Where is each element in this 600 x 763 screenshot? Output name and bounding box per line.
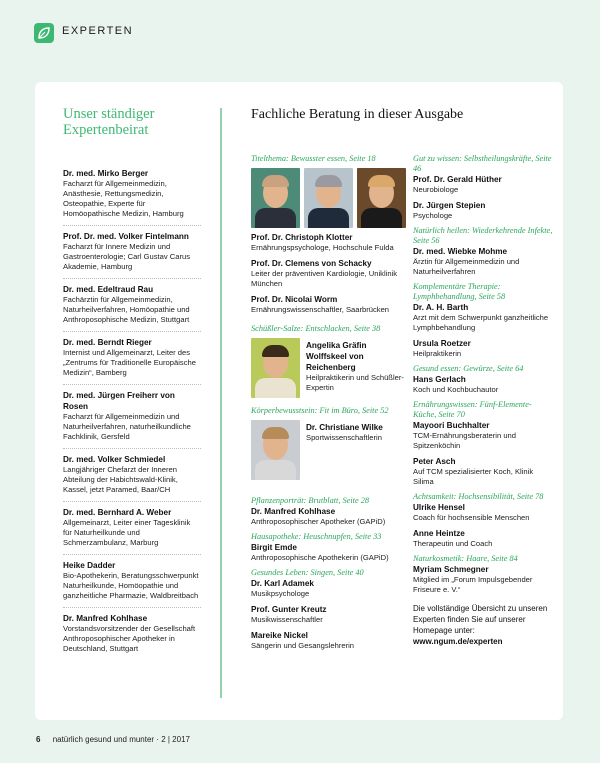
person-entry	[251, 232, 411, 253]
person-name: Angelika Gräfin Wolffskeel von Reichenberg	[306, 341, 367, 372]
topic-heading: Pflanzenporträt: Brutblatt, Seite 28	[251, 496, 369, 505]
person-entry	[413, 246, 553, 277]
person-desc: Leiter der präventiven Kardiologie, Uniklinik München	[251, 269, 398, 288]
person-desc: Sängerin und Gesangslehrerin	[251, 641, 355, 650]
person-entry	[413, 420, 553, 451]
main-title: Fachliche Beratung in dieser Ausgabe	[251, 107, 464, 122]
expert-desc: Allgemeinarzt, Leiter einer Tagesklinik für Naturheilkunde und Schmerzambulanz, Marburg	[63, 518, 191, 547]
person-name: Prof. Dr. Clemens von Schacky	[251, 259, 372, 268]
person-desc: Ernährungswissenschaftler, Saarbrücken	[251, 305, 390, 314]
homepage-note-text: Die vollständige Übersicht zu unseren Experten finden Sie auf unserer Homepage unter:	[413, 604, 548, 635]
header-bar	[0, 0, 600, 58]
topic-heading: Gut zu wissen: Selbstheilungskräfte, Seite 46	[413, 154, 552, 173]
person-entry	[251, 506, 411, 527]
right-column	[413, 154, 553, 647]
homepage-link[interactable]: www.ngum.de/experten	[413, 637, 503, 646]
person-name: Mayoori Buchhalter	[413, 421, 490, 430]
person-name: Prof. Dr. Christoph Klotter	[251, 233, 353, 242]
expert-desc: Facharzt für Allgemeinmedizin und Naturheilverfahren, naturheilkundliche Fachklinik, Gersfeld	[63, 412, 191, 441]
topic-heading: Achtsamkeit: Hochsensibilität, Seite 78	[413, 492, 544, 501]
leaf-logo-icon	[34, 23, 54, 43]
expert-name: Dr. med. Edeltraud Rau	[63, 285, 154, 294]
person-entry	[413, 338, 553, 359]
person-name: Dr. Karl Adamek	[251, 579, 314, 588]
person-name: Prof. Gunter Kreutz	[251, 605, 327, 614]
page-footer	[36, 735, 190, 744]
person-desc: Coach für hochsensible Menschen	[413, 513, 530, 522]
homepage-note	[413, 603, 553, 647]
person-entry	[251, 294, 411, 315]
person-with-photo	[251, 338, 411, 398]
photo-row	[251, 168, 411, 228]
topic-heading: Hausapotheke: Heuschnupfen, Seite 33	[251, 532, 382, 541]
person-name: Prof. Dr. Nicolai Worm	[251, 295, 338, 304]
expert-entry	[63, 226, 201, 279]
person-entry	[251, 630, 411, 651]
expert-entry	[63, 279, 201, 332]
topic-heading: Ernährungswissen: Fünf-Elemente-Küche, Seite 70	[413, 400, 532, 419]
column-divider	[220, 108, 222, 698]
portrait-photo	[357, 168, 406, 228]
expert-desc: Facharzt für Allgemeinmedizin, Anästhesie, Rettungsmedizin, Osteopathie, Experte für Homöopathische Medizin, Hamburg	[63, 179, 184, 218]
person-entry	[413, 456, 553, 487]
person-name: Dr. A. H. Barth	[413, 303, 469, 312]
expert-desc: Bio-Apothekerin, Beratungsschwerpunkt Naturheilkunde, Homöopathie und ganzheitliche Pharmazie, Waldbreitbach	[63, 571, 199, 600]
expert-entry	[63, 502, 201, 555]
expert-name: Prof. Dr. med. Volker Fintelmann	[63, 232, 189, 241]
section-label: EXPERTEN	[62, 25, 134, 37]
person-desc: Heilpraktikerin	[413, 349, 462, 358]
expert-name: Heike Dadder	[63, 561, 116, 570]
person-entry	[413, 528, 553, 549]
beirat-column	[63, 106, 201, 660]
publication-info: natürlich gesund und munter · 2 | 2017	[52, 735, 190, 744]
person-desc: Anthroposophische Apothekerin (GAPiD)	[251, 553, 389, 562]
person-entry	[413, 174, 553, 195]
expert-desc: Vorstandsvorsitzender der Gesellschaft Anthroposophischer Apotheker in Deutschland, Stuttgart	[63, 624, 196, 653]
person-desc: Neurobiologe	[413, 185, 459, 194]
person-name: Dr. med. Wiebke Mohme	[413, 247, 508, 256]
person-name: Hans Gerlach	[413, 375, 466, 384]
person-desc: Sportwissenschaftlerin	[306, 433, 382, 442]
topic-heading: Gesundes Leben: Singen, Seite 40	[251, 568, 364, 577]
person-desc: Mitglied im „Forum Impulsgebender Friseure e. V.“	[413, 575, 533, 594]
expert-entry	[63, 555, 201, 608]
topic-heading: Titelthema: Bewusster essen, Seite 18	[251, 154, 376, 163]
person-name: Dr. Manfred Kohlhase	[251, 507, 336, 516]
person-desc: Ärztin für Allgemeinmedizin und Naturheilverfahren	[413, 257, 520, 276]
person-desc: Arzt mit dem Schwerpunkt ganzheitliche Lymphbehandlung	[413, 313, 549, 332]
person-entry	[251, 258, 411, 289]
expert-desc: Facharzt für Innere Medizin und Gastroenterologie; Carl Gustav Carus Akademie, Hamburg	[63, 242, 191, 271]
person-name: Peter Asch	[413, 457, 456, 466]
topic-heading: Gesund essen: Gewürze, Seite 64	[413, 364, 524, 373]
person-name: Dr. Jürgen Stepien	[413, 201, 486, 210]
expert-entry	[63, 163, 201, 226]
topic-heading: Schüßler-Salze: Entschlacken, Seite 38	[251, 324, 381, 333]
content-card	[35, 82, 563, 720]
person-entry	[413, 374, 553, 395]
portrait-photo	[304, 168, 353, 228]
person-entry	[251, 542, 411, 563]
person-desc: Psychologe	[413, 211, 453, 220]
person-desc: Auf TCM spezialisierter Koch, Klinik Silima	[413, 467, 534, 486]
person-desc: Musikwissenschaftler	[251, 615, 323, 624]
person-desc: TCM-Ernährungsberaterin und Spitzenköchin	[413, 431, 516, 450]
person-entry	[413, 302, 553, 333]
topic-heading: Körperbewusstsein: Fit im Büro, Seite 52	[251, 406, 389, 415]
person-name: Ulrike Hensel	[413, 503, 465, 512]
expert-desc: Internist und Allgemeinarzt, Leiter des „Zentrums für Traditionelle Europäische Medizin“, Bamberg	[63, 348, 196, 377]
person-desc: Heilpraktikerin und Schüßler-Expertin	[306, 373, 404, 392]
person-name: Myriam Schmegner	[413, 565, 489, 574]
expert-name: Dr. med. Mirko Berger	[63, 169, 149, 178]
portrait-photo	[251, 420, 300, 480]
middle-column	[251, 154, 411, 656]
person-name: Anne Heintze	[413, 529, 465, 538]
person-name: Dr. Christiane Wilke	[306, 423, 383, 432]
person-entry	[251, 578, 411, 599]
portrait-photo	[251, 168, 300, 228]
expert-entry	[63, 449, 201, 502]
expert-desc: Fachärztin für Allgemeinmedizin, Naturheilverfahren, Homöopathie und Anthroposophische Medizin, Stuttgart	[63, 295, 190, 324]
expert-name: Dr. med. Berndt Rieger	[63, 338, 152, 347]
person-name: Ursula Roetzer	[413, 339, 471, 348]
page-number: 6	[36, 735, 41, 744]
topic-heading: Natürlich heilen: Wiederkehrende Infekte, Seite 56	[413, 226, 553, 245]
person-name: Mareike Nickel	[251, 631, 308, 640]
person-entry	[251, 604, 411, 625]
person-entry	[413, 564, 553, 595]
portrait-photo	[251, 338, 300, 398]
person-entry	[413, 200, 553, 221]
expert-name: Dr. Manfred Kohlhase	[63, 614, 148, 623]
expert-name: Dr. med. Volker Schmiedel	[63, 455, 166, 464]
person-name: Birgit Emde	[251, 543, 297, 552]
person-desc: Ernährungspsychologe, Hochschule Fulda	[251, 243, 394, 252]
person-desc: Anthroposophischer Apotheker (GAPiD)	[251, 517, 386, 526]
beirat-title: Unser ständiger Expertenbeirat	[63, 106, 155, 138]
person-name: Prof. Dr. Gerald Hüther	[413, 175, 502, 184]
topic-heading: Naturkosmetik: Haare, Seite 84	[413, 554, 518, 563]
expert-desc: Langjähriger Chefarzt der Inneren Abteilung der Habichtswald-Klinik, Kassel, jetzt Paramed, Baar/CH	[63, 465, 178, 494]
person-desc: Koch und Kochbuchautor	[413, 385, 499, 394]
expert-entry	[63, 385, 201, 449]
person-with-photo	[251, 420, 411, 480]
person-entry	[413, 502, 553, 523]
topic-heading: Komplementäre Therapie: Lymphbehandlung, Seite 58	[413, 282, 506, 301]
expert-entry	[63, 332, 201, 385]
expert-entry	[63, 608, 201, 660]
person-desc: Musikpsychologe	[251, 589, 310, 598]
expert-name: Dr. med. Bernhard A. Weber	[63, 508, 172, 517]
person-desc: Therapeutin und Coach	[413, 539, 493, 548]
expert-name: Dr. med. Jürgen Freiherr von Rosen	[63, 391, 175, 411]
